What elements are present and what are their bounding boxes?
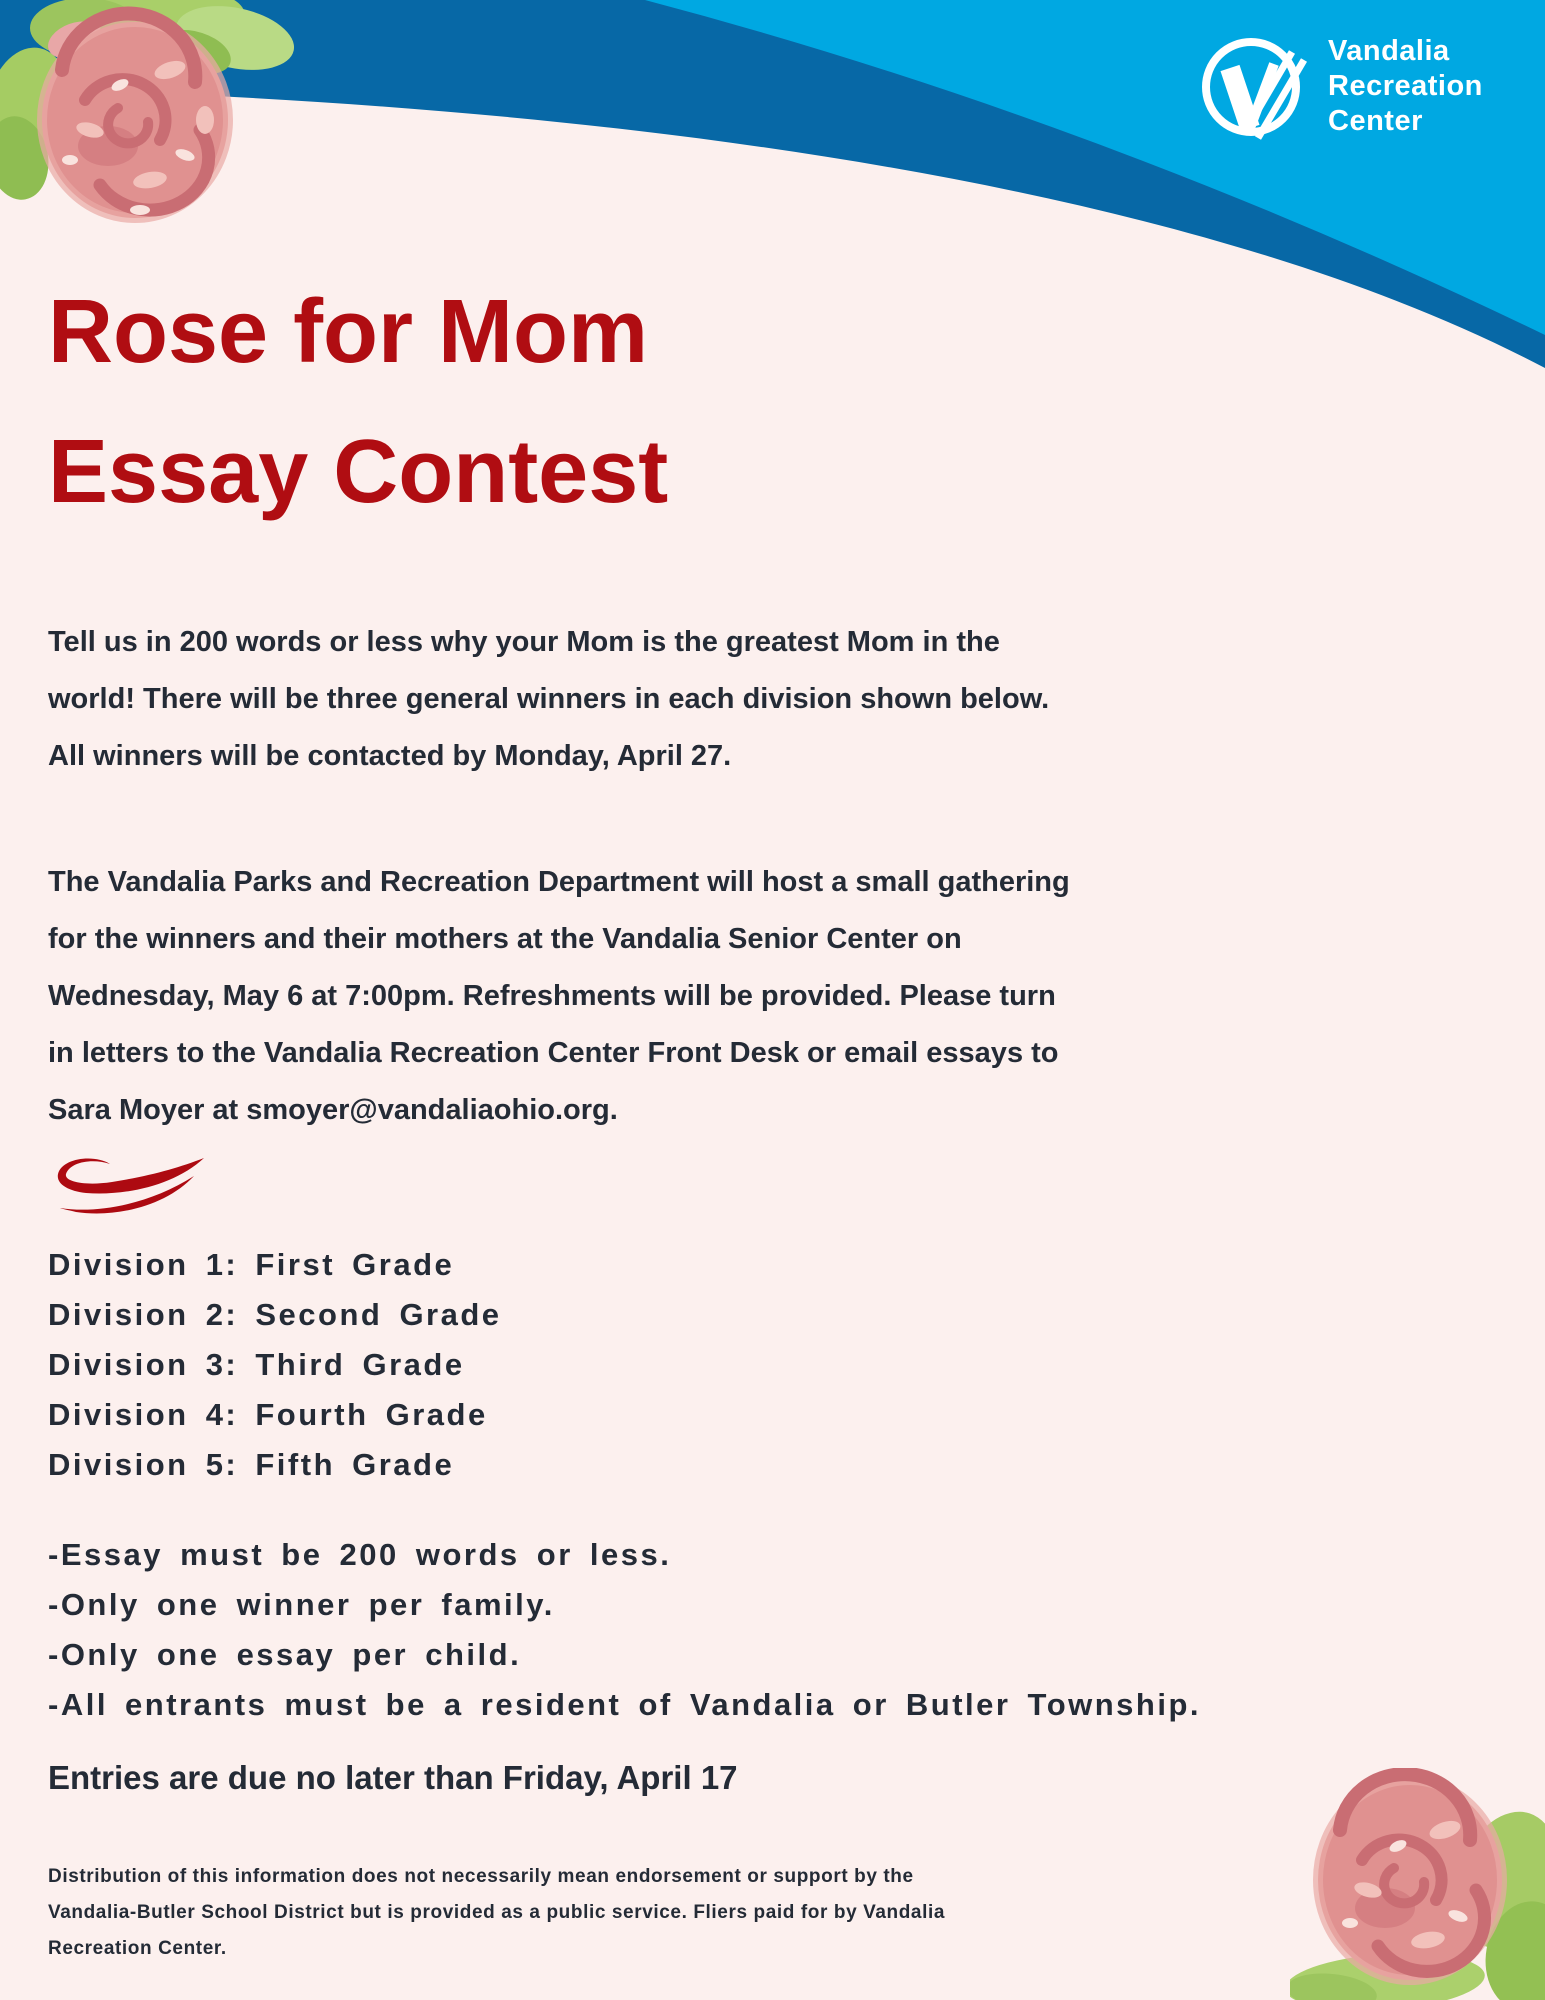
details-paragraph: The Vandalia Parks and Recreation Department will host a small gathering for the winners and their mothers at the Vandalia Senior Center on Wednesday, May 6 at 7:00pm. Refreshments will be provided. Please turn in letters to the Vandalia Recreation Center Front Desk or email essays to Sara Moyer at smoyer@vandaliaohio.org. (48, 866, 1070, 1126)
vandalia-v-check-icon (1192, 28, 1310, 146)
division-item-2: Division 2: Second Grade (48, 1297, 502, 1332)
division-item-1: Division 1: First Grade (48, 1247, 455, 1282)
rule-item-3: -Only one essay per child. (48, 1637, 522, 1672)
division-item-5: Division 5: Fifth Grade (48, 1447, 455, 1482)
deadline-text: Entries are due no later than Friday, April 17 (48, 1759, 738, 1796)
swoosh-flourish-icon (46, 1148, 211, 1223)
rose-illustration-top-left (0, 0, 300, 230)
logo-word-line2: Recreation (1328, 70, 1483, 102)
logo-wordmark (1328, 34, 1483, 139)
logo-word-line3: Center (1328, 105, 1423, 137)
rules-list (48, 1530, 1201, 1730)
division-item-3: Division 3: Third Grade (48, 1347, 465, 1382)
intro-paragraph: Tell us in 200 words or less why your Mom is the greatest Mom in the world! There will be three general winners in each division shown below. All winners will be contacted by Monday, April 27. (48, 626, 1050, 772)
page-title (48, 262, 668, 542)
page-title-line1: Rose for Mom (48, 282, 649, 382)
rule-item-4: -All entrants must be a resident of Vandalia or Butler Township. (48, 1687, 1202, 1722)
divisions-list (48, 1240, 502, 1490)
logo-word-line1: Vandalia (1328, 35, 1450, 67)
rule-item-2: -Only one winner per family. (48, 1587, 555, 1622)
rule-item-1: -Essay must be 200 words or less. (48, 1537, 672, 1572)
vandalia-logo (1192, 28, 1522, 153)
disclaimer-text: Distribution of this information does not necessarily mean endorsement or support by the Vandalia-Butler School District but is provided as a public service. Fliers paid for by Vandalia Recreation Center. (48, 1866, 946, 1959)
division-item-4: Division 4: Fourth Grade (48, 1397, 488, 1432)
page-title-line2: Essay Contest (48, 422, 669, 522)
logo-v-left-stroke (1230, 68, 1250, 128)
rose-illustration-bottom-right (1290, 1768, 1545, 2000)
